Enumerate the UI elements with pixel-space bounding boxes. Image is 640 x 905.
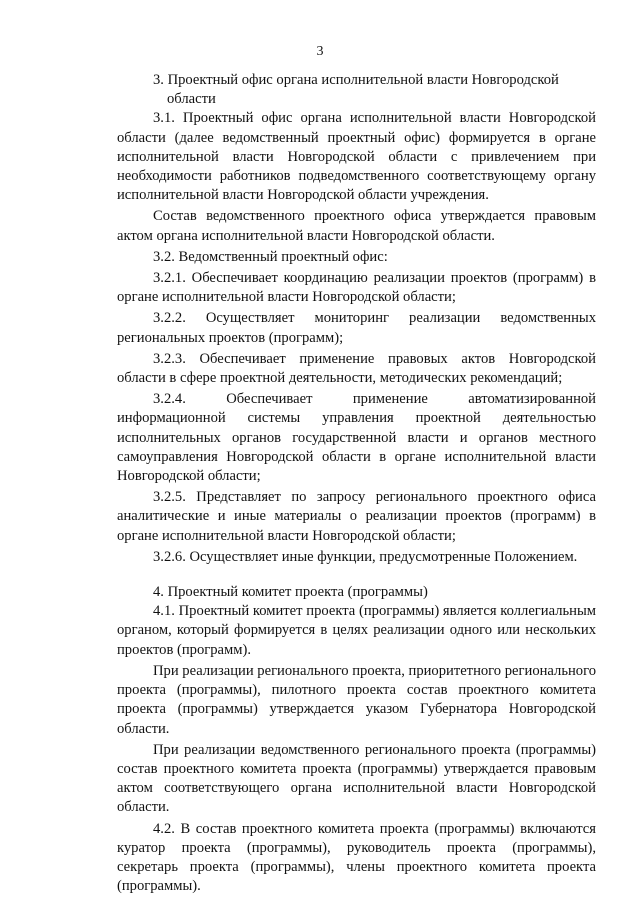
paragraph-3-2-4: 3.2.4. Обеспечивает применение автоматизированной информационной системы управления проектной деятельностью исполнительных органов государственной власти и органов местного самоуправления Новгородской области в органе исполнительной власти Новгородской области;	[117, 391, 596, 485]
paragraph-4-1-departmental: При реализации ведомственного регионального проекта (программы) состав проектного комитета проекта (программы) утверждается правовым актом соответствующего органа исполнительной власти Новгородской области.	[117, 741, 596, 816]
paragraph-3-2-1: 3.2.1. Обеспечивает координацию реализации проектов (программ) в органе исполнительной власти Новгородской области;	[117, 270, 596, 306]
section-3-heading-line-2: области	[167, 91, 216, 108]
paragraph-4-2: 4.2. В состав проектного комитета проекта (программы) включаются куратор проекта (программы), руководитель проекта (программы), секретарь проекта (программы), члены проектного комитета проекта (программы).	[117, 820, 596, 895]
paragraph-3-2-3: 3.2.3. Обеспечивает применение правовых актов Новгородской области в сфере проектной деятельности, методических рекомендаций;	[117, 350, 596, 387]
paragraph-4-1-regional: При реализации регионального проекта, приоритетного регионального проекта (программы), пилотного проекта состав проектного комитета проекта (программы) утверждается указом Губернатора Новгородской области.	[117, 662, 596, 737]
paragraph-3-1: 3.1. Проектный офис органа исполнительной власти Новгородской области (далее ведомственный проектный офис) формируется в органе исполнительной власти Новгородской области с привлечением при необходимости работников подведомственного соответствующему органу исполнительной власти Новгородской области учреждения.	[117, 110, 596, 204]
page-number: 3	[316, 44, 324, 59]
paragraph-4-1: 4.1. Проектный комитет проекта (программы) является коллегиальным органом, который формируется в целях реализации одного или нескольких проектов (программ).	[117, 603, 596, 658]
section-3-heading	[117, 71, 573, 109]
section-4-heading: 4. Проектный комитет проекта (программы)	[153, 584, 428, 601]
paragraph-3-1-composition: Состав ведомственного проектного офиса утверждается правовым актом органа исполнительной власти Новгородской области.	[117, 208, 596, 244]
paragraph-3-2-6: 3.2.6. Осуществляет иные функции, предусмотренные Положением.	[153, 548, 578, 565]
paragraph-3-2-5: 3.2.5. Представляет по запросу регионального проектного офиса аналитические и иные материалы о реализации проектов (программ) в органе исполнительной власти Новгородской области;	[117, 489, 596, 544]
paragraph-3-2: 3.2. Ведомственный проектный офис:	[153, 248, 388, 265]
section-3-heading-line-1: 3. Проектный офис органа исполнительной власти Новгородской	[153, 72, 559, 88]
document-body	[117, 71, 596, 896]
paragraph-3-2-2: 3.2.2. Осуществляет мониторинг реализации ведомственных региональных проектов (программ);	[117, 310, 596, 346]
